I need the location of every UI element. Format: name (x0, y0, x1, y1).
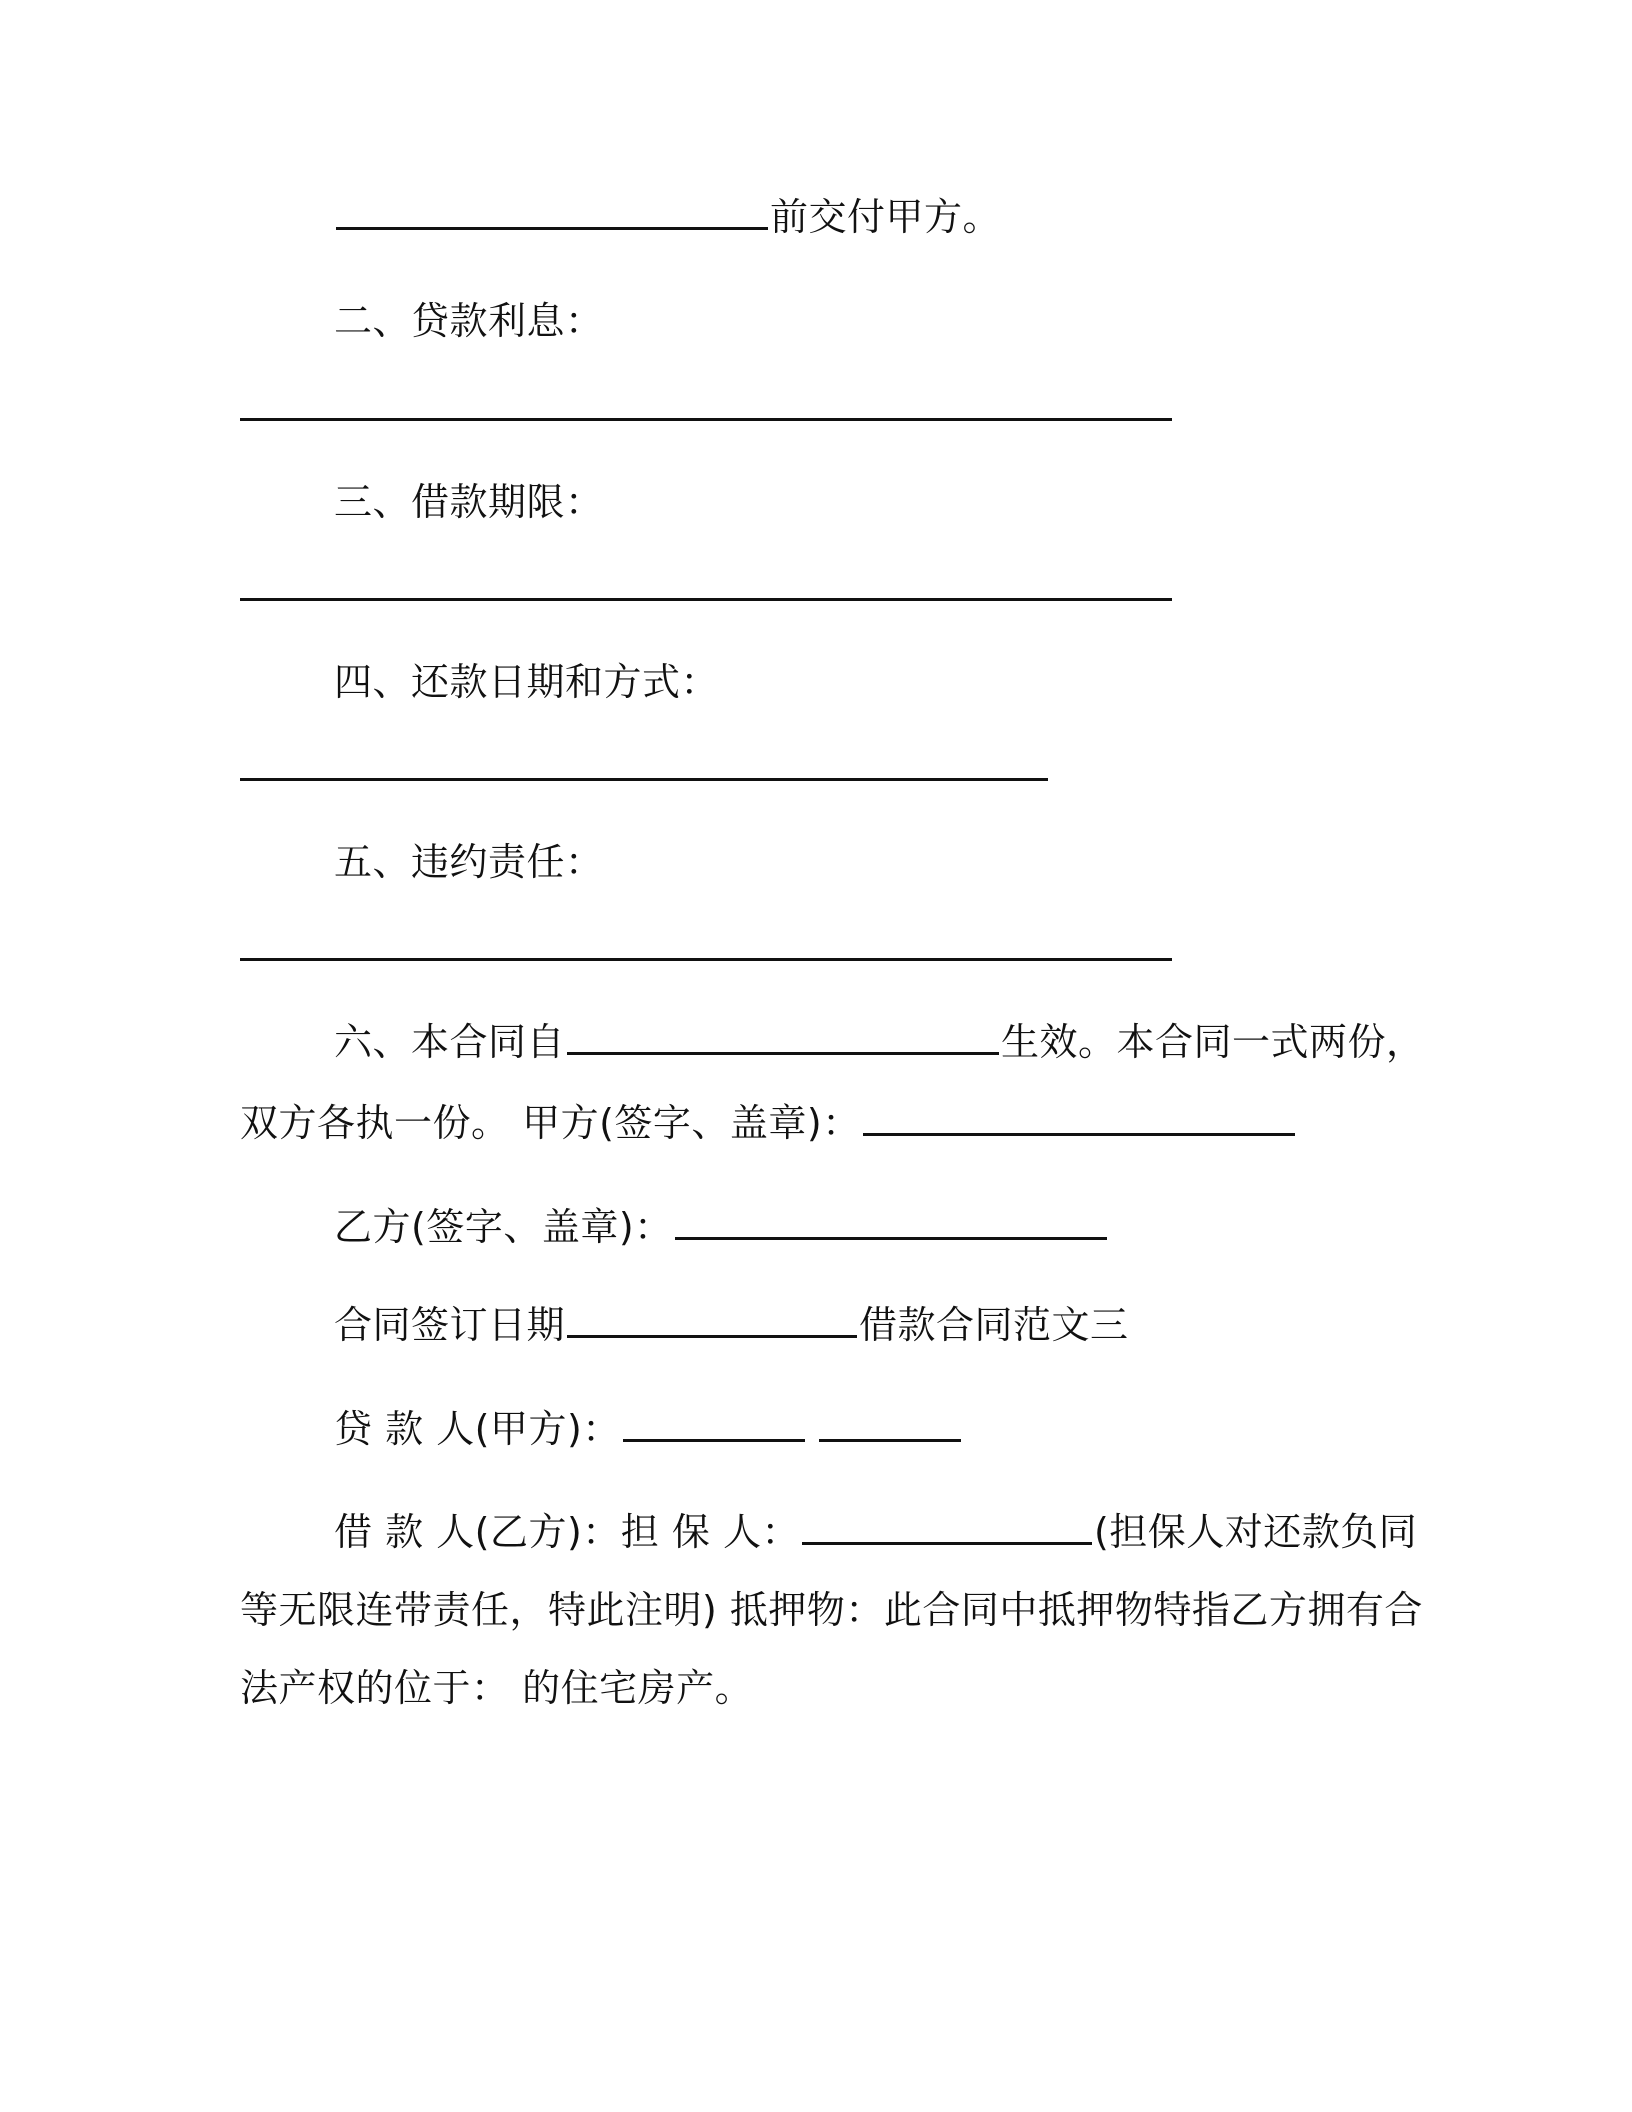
signing-date-line (334, 1303, 1129, 1347)
text: 贷 款 人(甲方)： (334, 1407, 621, 1451)
text: 合同签订日期 (334, 1303, 566, 1347)
lender-line (334, 1407, 963, 1451)
section-heading-repayment (334, 660, 720, 704)
blank-line (802, 1541, 1092, 1545)
text: 等无限连带责任，特此注明) 抵押物：此合同中抵押物特指乙方拥有合 (240, 1588, 1423, 1632)
text: 乙方(签字、盖章)： (334, 1205, 673, 1249)
section-effective (334, 1020, 1425, 1064)
text: 双方各执一份。 甲方(签字、盖章)： (240, 1101, 861, 1145)
delivery-text: 前交付甲方。 (770, 195, 1002, 239)
blank-line (819, 1438, 961, 1442)
line-delivery (334, 195, 1002, 239)
section-heading-interest (334, 299, 604, 343)
text: 六、本合同自 (334, 1020, 566, 1064)
heading-text: 三、借款期限： (334, 480, 604, 524)
blank-line (567, 1051, 999, 1055)
blank-line-liability (240, 958, 1172, 961)
blank-line (863, 1132, 1295, 1136)
party-a-signature-line (240, 1101, 1297, 1145)
borrower-guarantor-line (334, 1510, 1418, 1554)
text: 借 款 人(乙方)：担 保 人： (334, 1510, 800, 1554)
party-b-signature-line (334, 1205, 1109, 1249)
blank-line-repayment (240, 778, 1048, 781)
section-heading-term (334, 480, 604, 524)
heading-text: 五、违约责任： (334, 840, 604, 884)
text: 借款合同范文三 (859, 1303, 1129, 1347)
collateral-line (240, 1588, 1423, 1632)
section-heading-liability (334, 840, 604, 884)
blank-line-term (240, 598, 1172, 601)
heading-text: 四、还款日期和方式： (334, 660, 720, 704)
text: 生效。本合同一式两份， (1001, 1020, 1425, 1064)
text: 法产权的位于： 的住宅房产。 (240, 1666, 754, 1710)
blank-line (567, 1334, 857, 1338)
text: (担保人对还款负同 (1093, 1510, 1418, 1554)
blank-line (675, 1236, 1107, 1240)
blank-line (623, 1438, 805, 1442)
blank-line (336, 226, 768, 230)
blank-line-interest (240, 418, 1172, 421)
property-line (240, 1666, 754, 1710)
heading-text: 二、贷款利息： (334, 299, 604, 343)
